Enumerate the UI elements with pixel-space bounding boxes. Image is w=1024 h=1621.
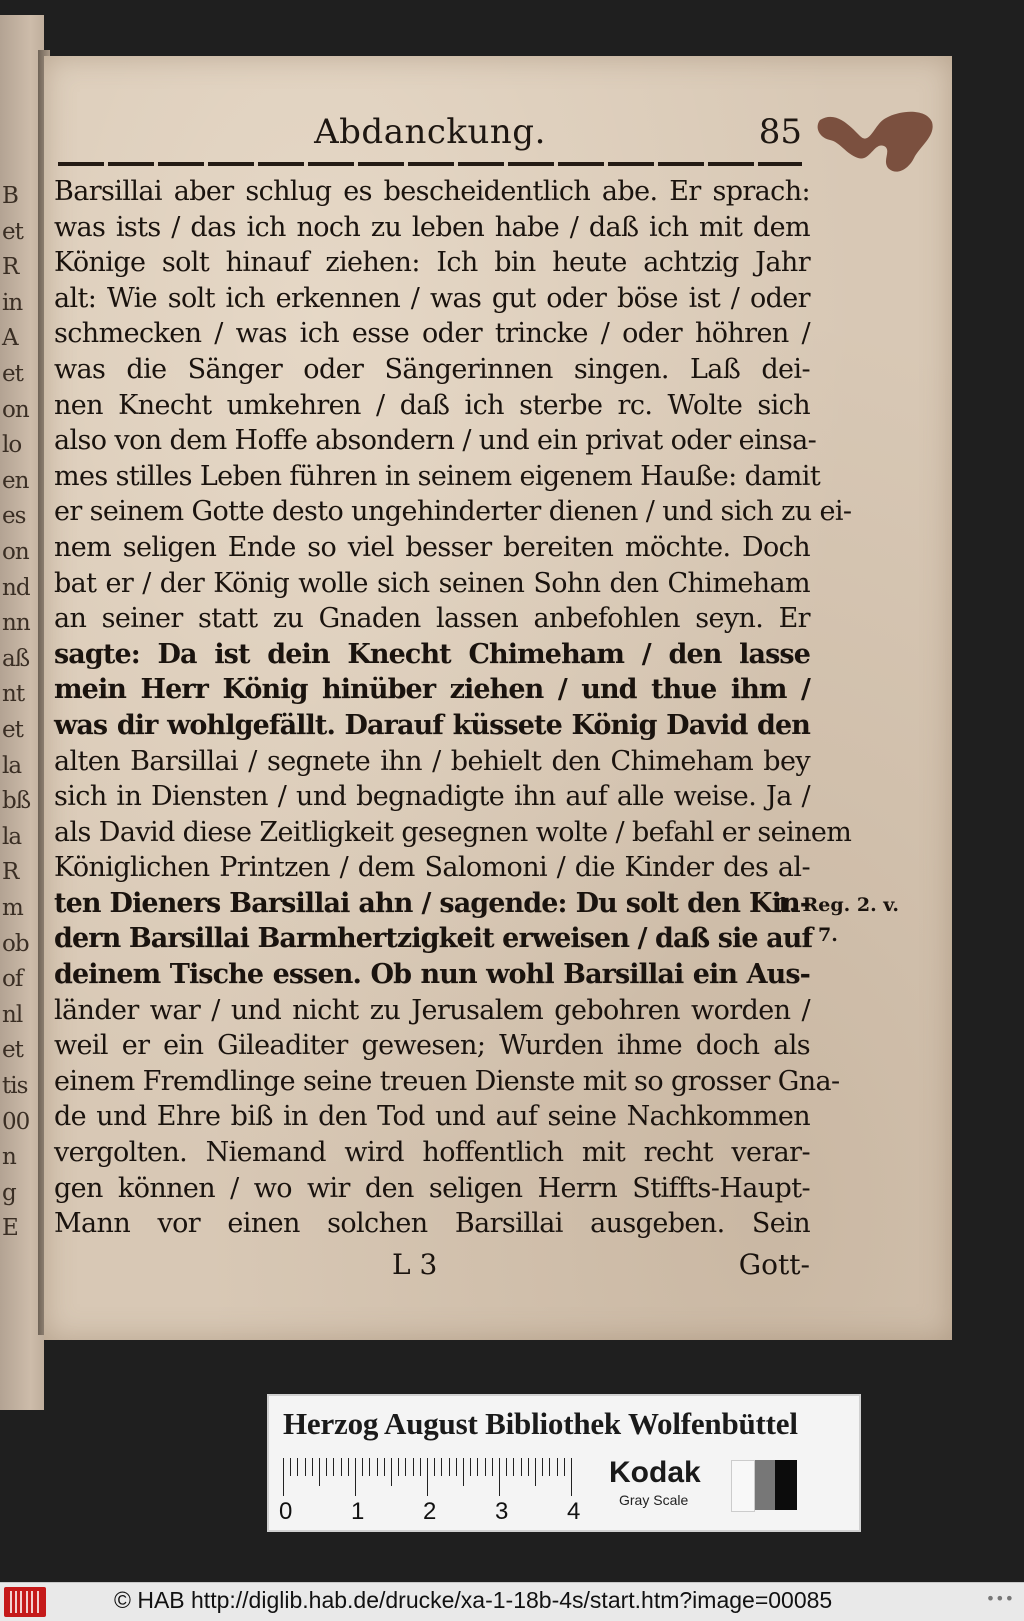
facing-page-fragment: es (2, 503, 26, 530)
ruler-tick (333, 1458, 334, 1476)
gray-scale-label: Gray Scale (619, 1492, 689, 1508)
facing-page-fragment: n (2, 1144, 16, 1171)
ruler-tick (420, 1458, 421, 1476)
marginal-reference-line: 1. Reg. 2. v. (776, 894, 900, 916)
ruler-tick (571, 1458, 572, 1496)
text-line: ten Dieners Barsillai ahn / sagende: Du solt den Kin- (54, 887, 810, 919)
ruler-tick (441, 1458, 442, 1476)
copyright-link[interactable]: © HAB http://diglib.hab.de/drucke/xa-1-18b-4s/start.htm?image=00085 (114, 1587, 833, 1613)
facing-page-fragment: tis (2, 1073, 28, 1099)
facing-page-fragment: la (2, 823, 22, 850)
text-line: schmecken / was ich esse oder trincke / oder höhren / (54, 318, 810, 350)
page-footer (54, 1248, 810, 1284)
text-line: sich in Diensten / und begnadigte ihn auf alle weise. Ja / (54, 781, 810, 813)
ruler-tick (305, 1458, 306, 1476)
ruler-number: 0 (279, 1498, 293, 1525)
facing-page-fragment: nd (2, 574, 30, 601)
header-rule (58, 162, 802, 166)
ruler-tick (557, 1458, 558, 1476)
ruler-tick (564, 1458, 565, 1476)
library-name: Herzog August Bibliothek Wolfenbüttel (283, 1406, 798, 1441)
ruler-tick (405, 1458, 406, 1476)
ruler-number: 1 (351, 1498, 365, 1525)
ruler-tick (413, 1458, 414, 1476)
ruler-tick (398, 1458, 399, 1476)
ruler-tick (297, 1458, 298, 1476)
ruler-tick (290, 1458, 291, 1476)
facing-page-fragment: bß (2, 788, 31, 815)
facing-page-fragment: aß (2, 645, 30, 672)
text-line: Könige solt hinauf ziehen: Ich bin heute achtzig Jahr (54, 247, 810, 279)
facing-page-fragment: R (2, 254, 19, 281)
gray-swatch-black (775, 1460, 797, 1510)
ruler-tick (542, 1458, 543, 1476)
running-title: Abdanckung. (314, 112, 546, 152)
viewer-footer-bar (0, 1582, 1024, 1621)
marginal-reference (776, 890, 916, 950)
ruler-tick (499, 1458, 500, 1496)
ruler-tick (427, 1458, 428, 1496)
facing-page-fragment: et (2, 361, 23, 387)
catchword: Gott- (738, 1248, 810, 1281)
text-line: sagte: Da ist dein Knecht Chimeham / den lasse (54, 638, 810, 670)
text-line: nem seligen Ende so viel besser bereiten möchte. Doch (54, 531, 810, 563)
ruler-tick (326, 1458, 327, 1476)
ruler-tick (506, 1458, 507, 1476)
ruler-tick (477, 1458, 478, 1476)
ruler-tick (384, 1458, 385, 1476)
ruler-tick (549, 1458, 550, 1476)
facing-page-fragment: et (2, 218, 23, 245)
ruler-tick (521, 1458, 522, 1476)
ruler-tick (456, 1458, 457, 1476)
facing-page-fragment: lo (2, 432, 22, 459)
text-line: nen Knecht umkehren / daß ich sterbe rc. Wolte sich (54, 389, 810, 421)
text-line: als David diese Zeitligkeit gesegnen wolte / befahl er seinem (54, 816, 852, 848)
facing-page-fragment: ob (2, 930, 29, 957)
color-reference-card (267, 1394, 861, 1532)
ruler-tick (355, 1458, 356, 1496)
text-line: länder war / und nicht zu Jerusalem gebohren worden / (54, 994, 810, 1026)
ruler-tick (434, 1458, 435, 1476)
facing-page-fragment: la (2, 752, 22, 779)
text-line: alten Barsillai / segnete ihn / behielt den Chimeham bey (54, 745, 810, 777)
text-line: vergolten. Niemand wird hoffentlich mit recht verar- (54, 1137, 810, 1169)
facing-page-fragment: et (2, 1037, 23, 1064)
ruler-tick (312, 1458, 313, 1476)
ruler-tick (528, 1458, 529, 1476)
facing-page-fragment: A (2, 325, 18, 352)
ruler-tick (283, 1458, 284, 1496)
text-line: er seinem Gotte desto ungehinderter dienen / und sich zu ei- (54, 496, 852, 528)
ruler-tick (362, 1458, 363, 1476)
text-line: de und Ehre biß in den Tod und auf seine Nachkommen (54, 1101, 810, 1133)
gray-swatch-white (731, 1460, 755, 1512)
ruler-tick (449, 1458, 450, 1476)
ruler-tick (369, 1458, 370, 1476)
ruler-number: 2 (423, 1498, 437, 1525)
text-line: was die Sänger oder Sängerinnen singen. Laß dei- (54, 353, 810, 385)
text-line: Barsillai aber schlug es bescheidentlich abe. Er sprach: (54, 176, 810, 207)
facing-page-fragment: 00 (2, 1108, 30, 1135)
facing-page-fragment: en (2, 467, 29, 494)
text-line: mes stilles Leben führen in seinem eigenem Hauße: damit (54, 460, 821, 492)
facing-page-fragment: R (2, 859, 19, 886)
ruler-tick (492, 1458, 493, 1476)
text-line: einem Fremdlinge seine treuen Dienste mit so grosser Gna- (54, 1065, 840, 1097)
facing-page-fragment: B (2, 183, 18, 209)
ruler-tick (348, 1458, 349, 1476)
facing-page-fragment: nt (2, 681, 25, 708)
text-line: dern Barsillai Barmhertzigkeit erweisen / daß sie auf (54, 923, 813, 955)
text-line: mein Herr König hinüber ziehen / und thue ihm / (54, 674, 810, 706)
text-line: was dir wohlgefällt. Darauf küssete König David den (54, 709, 810, 741)
text-line: was ists / das ich noch zu leben habe / daß ich mit dem (54, 211, 810, 243)
gray-swatch-mid (755, 1460, 775, 1510)
hab-barcode-icon[interactable] (4, 1587, 46, 1617)
facing-page-fragment: on (2, 396, 29, 423)
facing-page-fragment: in (2, 289, 23, 316)
ruler-number: 3 (495, 1498, 509, 1525)
facing-page-fragment: nn (2, 610, 30, 637)
ruler-number: 4 (567, 1498, 581, 1525)
text-line: Königlichen Printzen / dem Salomoni / die Kinder des al- (54, 852, 810, 884)
facing-page-fragment: m (2, 895, 23, 921)
text-line: weil er ein Gileaditer gewesen; Wurden ihme doch als (54, 1030, 810, 1062)
book-page (44, 56, 952, 1340)
signature-mark: L 3 (392, 1248, 438, 1281)
facing-page-fragment: of (2, 966, 23, 993)
ruler-scale (279, 1458, 581, 1525)
facing-page-fragment: et (2, 717, 23, 743)
facing-page-fragment: E (2, 1215, 18, 1242)
page-header (58, 112, 802, 164)
ruler-tick (377, 1458, 378, 1476)
text-line: an seiner statt zu Gnaden lassen anbefohlen seyn. Er (54, 603, 810, 635)
ruler-tick (535, 1458, 536, 1486)
ruler-tick (341, 1458, 342, 1476)
kodak-logo: Kodak (609, 1456, 701, 1489)
text-line: deinem Tische essen. Ob nun wohl Barsillai ein Aus- (54, 959, 810, 991)
text-line: alt: Wie solt ich erkennen / was gut oder böse ist / oder (54, 282, 810, 314)
facing-page-fragment: nl (2, 1001, 23, 1028)
text-line: also von dem Hoffe absondern / und ein privat oder einsa- (54, 425, 817, 457)
ink-stain (816, 106, 936, 178)
text-line: gen können / wo wir den seligen Herrn Stiffts-Haupt- (54, 1172, 810, 1204)
more-options-icon[interactable]: ••• (985, 1589, 1014, 1608)
text-line: bat er / der König wolle sich seinen Sohn den Chimeham (54, 567, 810, 599)
ruler-tick (513, 1458, 514, 1476)
ruler-tick (463, 1458, 464, 1486)
ruler-tick (470, 1458, 471, 1476)
ruler-tick (485, 1458, 486, 1476)
marginal-reference-verse: 7. (818, 924, 838, 946)
page-number: 85 (758, 112, 802, 152)
facing-page-fragment: on (2, 539, 29, 565)
ruler-tick (391, 1458, 392, 1486)
text-line: Mann vor einen solchen Barsillai ausgeben. Sein (54, 1208, 810, 1240)
ruler-tick (319, 1458, 320, 1486)
facing-page-fragment: g (2, 1179, 16, 1206)
